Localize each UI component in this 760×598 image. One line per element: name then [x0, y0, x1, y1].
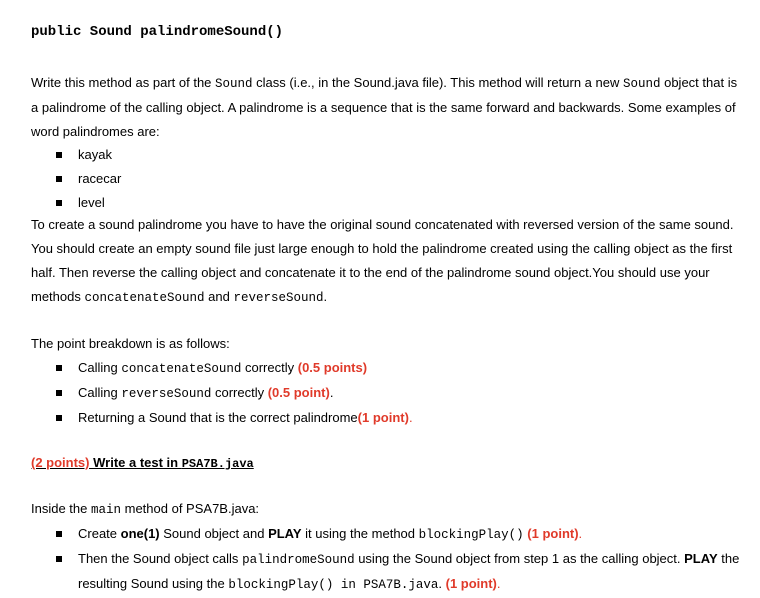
- intro-paragraph: Write this method as part of the Sound class (i.e., in the Sound.java file). This method will return a new Sound object that is a palindrome of the calling object. A palindrome is a sequence that is the same forward and backwards. Some examples of word palindromes are:: [31, 75, 738, 139]
- list-item: Create one(1) Sound object and PLAY it using the method blockingPlay() (1 point).: [56, 522, 746, 547]
- palindrome-examples-list: [56, 143, 121, 215]
- list-item: racecar: [56, 167, 121, 191]
- point-breakdown-list: [56, 356, 413, 430]
- list-item: Calling reverseSound correctly (0.5 point).: [56, 381, 413, 406]
- main-intro: Inside the main method of PSA7B.java:: [31, 501, 260, 517]
- test-section-heading: (2 points) Write a test in PSA7B.java: [31, 455, 254, 471]
- create-paragraph: To create a sound palindrome you have to have the original sound concatenated with reversed version of the same sound. You should create an empty sound file just large enough to hold the palindrome created using the calling object as the first half. Then reverse the calling object and concatenate it to the end of the palindrome sound object.You should use your methods concatenateSound and reverseSound.: [31, 217, 734, 305]
- list-item: Returning a Sound that is the correct palindrome(1 point).: [56, 406, 413, 430]
- list-item: kayak: [56, 143, 121, 167]
- breakdown-intro: The point breakdown is as follows:: [31, 336, 230, 351]
- list-item: Then the Sound object calls palindromeSound using the Sound object from step 1 as the calling object. PLAY the resulting Sound using the blockingPlay() in PSA7B.java. (1 point).: [56, 547, 746, 597]
- list-item: level: [56, 191, 121, 215]
- list-item: Calling concatenateSound correctly (0.5 points): [56, 356, 413, 381]
- test-steps-list: [56, 522, 746, 597]
- method-signature: public Sound palindromeSound(): [31, 24, 284, 40]
